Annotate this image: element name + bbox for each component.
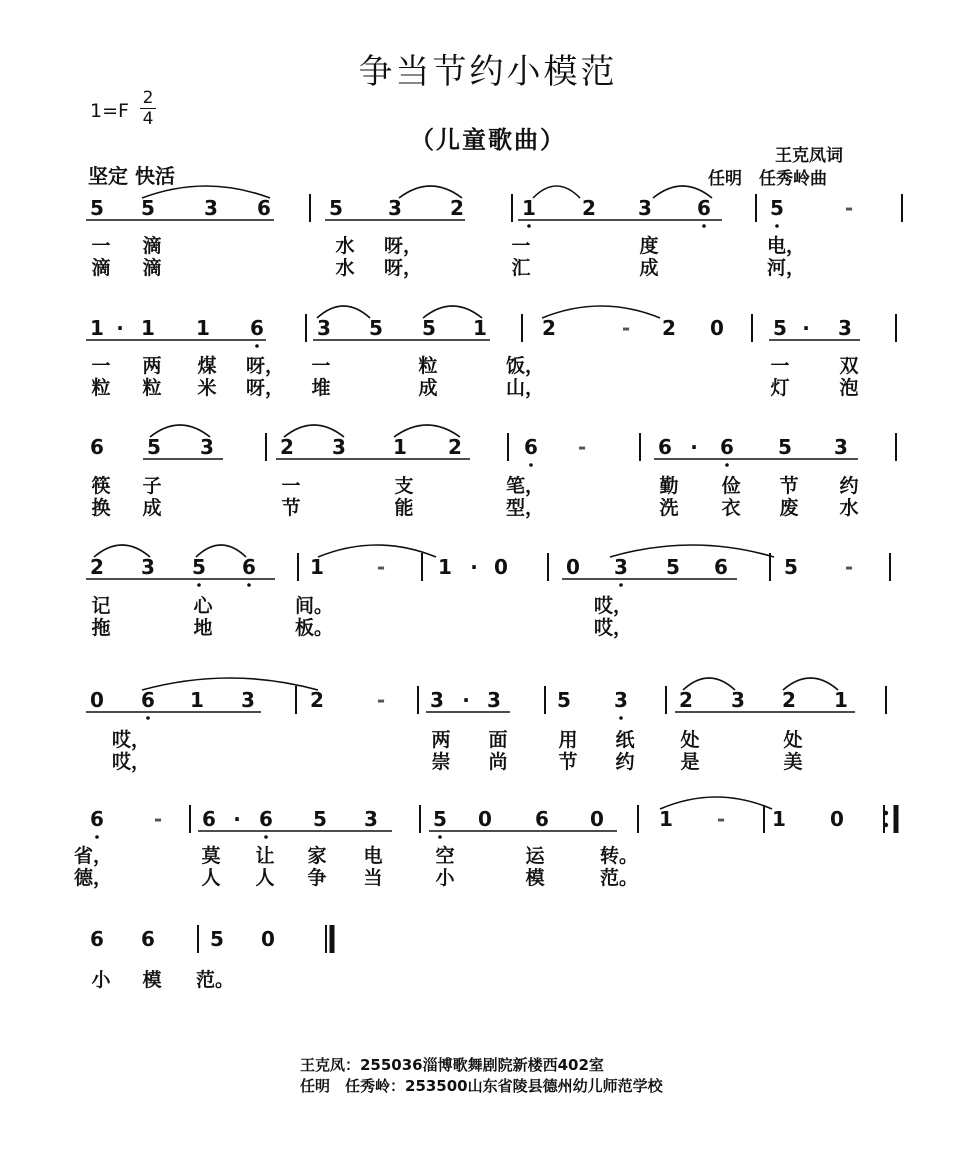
lyric-verse-2: 成: [639, 257, 659, 279]
song-subtitle: （儿童歌曲）: [410, 125, 566, 154]
note: 6: [90, 435, 104, 459]
lyric-verse-1: 一: [91, 235, 111, 257]
note: 6: [90, 807, 104, 831]
note: 2: [662, 316, 676, 340]
lyric-verse-1: 子: [142, 475, 162, 497]
note: 6: [259, 807, 273, 831]
lyric-verse-1: 支: [394, 475, 414, 497]
lyric-verse-2: 当: [363, 867, 383, 889]
note: ·: [470, 555, 478, 579]
lyric-verse-1: 勤: [659, 475, 679, 497]
note: 5: [329, 196, 343, 220]
lyric-verse-2: 成: [418, 377, 438, 399]
lyric-verse-1: 一: [281, 475, 301, 497]
note: 1: [393, 435, 407, 459]
octave-dot: [529, 463, 533, 467]
tie-slur: [610, 545, 774, 557]
lyric-verse-2: 是: [680, 751, 700, 773]
note: 1: [834, 688, 848, 712]
note: 3: [838, 316, 852, 340]
lyric-verse-1: 两: [142, 355, 162, 377]
lyric-verse-2: 德，: [74, 867, 113, 889]
lyric-verse-1: 呀，: [246, 355, 285, 377]
note: 6: [535, 807, 549, 831]
lyric-verse-2: 哎，: [594, 617, 633, 639]
note: 3: [204, 196, 218, 220]
note: 0: [90, 688, 104, 712]
note: 3: [487, 688, 501, 712]
note: 5: [313, 807, 327, 831]
lyric-verse-2: 粒: [142, 377, 162, 399]
lyric-verse-1: 滴: [142, 235, 162, 257]
note: 2: [90, 555, 104, 579]
lyric-verse-1: 一: [511, 235, 531, 257]
lyric-verse-2: 节: [281, 497, 301, 519]
note: 1: [196, 316, 210, 340]
footer-address-1: 王克凤：255036淄博歌舞剧院新楼西402室: [300, 1056, 604, 1074]
lyric-verse-2: 约: [615, 751, 635, 773]
lyric-verse-2: 争: [307, 867, 327, 889]
lyric-verse-2: 换: [91, 497, 111, 519]
lyric-verse-2: 滴: [142, 257, 162, 279]
note: 2: [679, 688, 693, 712]
note: 6: [141, 927, 155, 951]
tempo-marking: 坚定 快活: [88, 164, 175, 188]
lyric-verse-1: 饭，: [506, 355, 545, 377]
song-title: 争当节约小模范: [358, 52, 618, 92]
note: 1: [310, 555, 324, 579]
note: 5: [422, 316, 436, 340]
note: 6: [90, 927, 104, 951]
note: 2: [782, 688, 796, 712]
lyric-verse-2: 地: [193, 617, 213, 639]
octave-dot: [702, 224, 706, 228]
lyric-verse-2: 水: [335, 257, 355, 279]
lyric-verse-1: 笔，: [506, 475, 545, 497]
lyric-verse-1: 一: [770, 355, 790, 377]
lyric-verse-2: 崇: [431, 751, 451, 773]
lyric-verse-1: 处: [783, 729, 803, 751]
note: 3: [332, 435, 346, 459]
octave-dot: [247, 583, 251, 587]
lyric-verse-1: 家: [307, 845, 327, 867]
lyric-verse-1: 心: [193, 595, 213, 617]
note-hold-dash: -: [621, 316, 631, 340]
lyric-verse-2: 堆: [311, 377, 331, 399]
octave-dot: [725, 463, 729, 467]
octave-dot: [95, 835, 99, 839]
lyricist-credit: 王克凤词: [775, 146, 843, 166]
note: 0: [494, 555, 508, 579]
octave-dot: [146, 716, 150, 720]
lyric-verse-1: 筷: [91, 475, 111, 497]
note-hold-dash: -: [153, 807, 163, 831]
note: 3: [834, 435, 848, 459]
note: 5: [141, 196, 155, 220]
note: 0: [710, 316, 724, 340]
lyric-verse-1: 模: [142, 969, 162, 991]
lyric-verse-1: 让: [255, 845, 275, 867]
octave-dot: [619, 583, 623, 587]
lyric-verse-2: 尚: [488, 751, 508, 773]
lyric-verse-2: 人: [255, 867, 275, 889]
note: ·: [690, 435, 698, 459]
note: 5: [433, 807, 447, 831]
note: 5: [147, 435, 161, 459]
note: 2: [582, 196, 596, 220]
lyric-verse-2: 哎，: [112, 751, 151, 773]
lyric-verse-1: 间。: [295, 595, 334, 617]
lyric-verse-2: 模: [525, 867, 545, 889]
note: 2: [542, 316, 556, 340]
tie-slur: [142, 678, 318, 690]
repeat-dot: [884, 811, 888, 815]
note-hold-dash: -: [844, 196, 854, 220]
note: 3: [364, 807, 378, 831]
lyric-verse-1: 度: [639, 235, 659, 257]
lyric-verse-1: 两: [431, 729, 451, 751]
lyric-verse-1: 莫: [201, 845, 221, 867]
note: 6: [524, 435, 538, 459]
key-signature: 1=F: [90, 100, 129, 122]
time-signature-bottom: 4: [142, 109, 154, 129]
note: 3: [141, 555, 155, 579]
lyric-verse-2: 泡: [839, 377, 859, 399]
note: ·: [233, 807, 241, 831]
note: 1: [473, 316, 487, 340]
lyric-verse-2: 衣: [721, 497, 741, 519]
octave-dot: [438, 835, 442, 839]
lyric-verse-2: 节: [558, 751, 578, 773]
note: 3: [200, 435, 214, 459]
lyric-verse-2: 呀，: [246, 377, 285, 399]
note: 3: [430, 688, 444, 712]
lyric-verse-1: 电: [363, 845, 383, 867]
note: 3: [614, 555, 628, 579]
lyric-verse-2: 范。: [600, 867, 639, 889]
note: 5: [557, 688, 571, 712]
lyric-verse-1: 范。: [196, 969, 235, 991]
note: 5: [210, 927, 224, 951]
lyric-verse-1: 小: [91, 969, 111, 991]
lyric-verse-1: 双: [839, 355, 859, 377]
repeat-dot: [884, 823, 888, 827]
lyric-verse-1: 记: [91, 595, 111, 617]
note: 1: [659, 807, 673, 831]
lyric-verse-1: 约: [839, 475, 859, 497]
lyric-verse-1: 省，: [74, 845, 113, 867]
lyric-verse-2: 汇: [511, 257, 531, 279]
lyric-verse-2: 呀，: [384, 257, 423, 279]
note-hold-dash: -: [844, 555, 854, 579]
note: 3: [731, 688, 745, 712]
lyric-verse-2: 拖: [91, 617, 111, 639]
note: 5: [770, 196, 784, 220]
lyric-verse-1: 面: [488, 729, 508, 751]
note-hold-dash: -: [716, 807, 726, 831]
lyric-verse-1: 转。: [600, 845, 639, 867]
note: 5: [192, 555, 206, 579]
note: 1: [522, 196, 536, 220]
octave-dot: [775, 224, 779, 228]
lyric-verse-1: 用: [558, 729, 578, 751]
note: 2: [448, 435, 462, 459]
note: 6: [242, 555, 256, 579]
note-hold-dash: -: [577, 435, 587, 459]
note: 1: [141, 316, 155, 340]
note-hold-dash: -: [376, 555, 386, 579]
lyric-verse-1: 运: [525, 845, 545, 867]
note: 5: [784, 555, 798, 579]
note: 6: [257, 196, 271, 220]
lyric-verse-1: 呀，: [384, 235, 423, 257]
note: 6: [720, 435, 734, 459]
lyric-verse-2: 河，: [767, 257, 806, 279]
lyric-verse-1: 处: [680, 729, 700, 751]
note: 6: [697, 196, 711, 220]
octave-dot: [527, 224, 531, 228]
lyric-verse-1: 粒: [418, 355, 438, 377]
lyric-verse-2: 山，: [506, 377, 545, 399]
note: 5: [773, 316, 787, 340]
lyric-verse-2: 小: [435, 867, 455, 889]
lyric-verse-1: 电，: [767, 235, 806, 257]
lyric-verse-1: 节: [779, 475, 799, 497]
lyric-verse-1: 俭: [721, 475, 741, 497]
note: 3: [614, 688, 628, 712]
note: 5: [778, 435, 792, 459]
composer-credit: 任明 任秀岭曲: [708, 169, 827, 189]
note: 1: [772, 807, 786, 831]
note: ·: [116, 316, 124, 340]
note: 2: [310, 688, 324, 712]
note: 5: [369, 316, 383, 340]
octave-dot: [619, 716, 623, 720]
lyric-verse-1: 哎，: [594, 595, 633, 617]
note: 3: [241, 688, 255, 712]
note: 6: [658, 435, 672, 459]
note: 0: [590, 807, 604, 831]
time-signature-top: 2: [142, 88, 154, 108]
lyric-verse-2: 滴: [91, 257, 111, 279]
lyric-verse-2: 板。: [295, 617, 334, 639]
note-hold-dash: -: [376, 688, 386, 712]
note: 3: [317, 316, 331, 340]
lyric-verse-2: 米: [197, 377, 217, 399]
note: 1: [90, 316, 104, 340]
lyric-verse-2: 成: [142, 497, 162, 519]
note: ·: [802, 316, 810, 340]
note: 2: [280, 435, 294, 459]
lyric-verse-1: 煤: [197, 355, 217, 377]
lyric-verse-1: 空: [435, 845, 455, 867]
lyric-verse-2: 型，: [506, 497, 545, 519]
tie-slur: [533, 186, 580, 198]
octave-dot: [197, 583, 201, 587]
note: 0: [478, 807, 492, 831]
lyric-verse-2: 洗: [659, 497, 679, 519]
note: 0: [261, 927, 275, 951]
note: 2: [450, 196, 464, 220]
lyric-verse-2: 水: [839, 497, 859, 519]
lyric-verse-1: 一: [311, 355, 331, 377]
lyric-verse-2: 美: [783, 751, 803, 773]
octave-dot: [255, 344, 259, 348]
lyric-verse-1: 哎，: [112, 729, 151, 751]
note: 1: [190, 688, 204, 712]
note: 6: [141, 688, 155, 712]
lyric-verse-2: 粒: [91, 377, 111, 399]
note: 5: [666, 555, 680, 579]
note: 1: [438, 555, 452, 579]
lyric-verse-1: 纸: [615, 729, 635, 751]
lyric-verse-1: 一: [91, 355, 111, 377]
note: ·: [462, 688, 470, 712]
note: 5: [90, 196, 104, 220]
note: 6: [202, 807, 216, 831]
note: 0: [830, 807, 844, 831]
lyric-verse-2: 能: [394, 497, 414, 519]
octave-dot: [264, 835, 268, 839]
note: 3: [638, 196, 652, 220]
lyric-verse-2: 人: [201, 867, 221, 889]
note: 6: [250, 316, 264, 340]
lyric-verse-2: 废: [779, 497, 799, 519]
note: 0: [566, 555, 580, 579]
lyric-verse-1: 水: [335, 235, 355, 257]
note: 6: [714, 555, 728, 579]
footer-address-2: 任明 任秀岭：253500山东省陵县德州幼儿师范学校: [300, 1077, 663, 1095]
lyric-verse-2: 灯: [770, 377, 790, 399]
note: 3: [388, 196, 402, 220]
